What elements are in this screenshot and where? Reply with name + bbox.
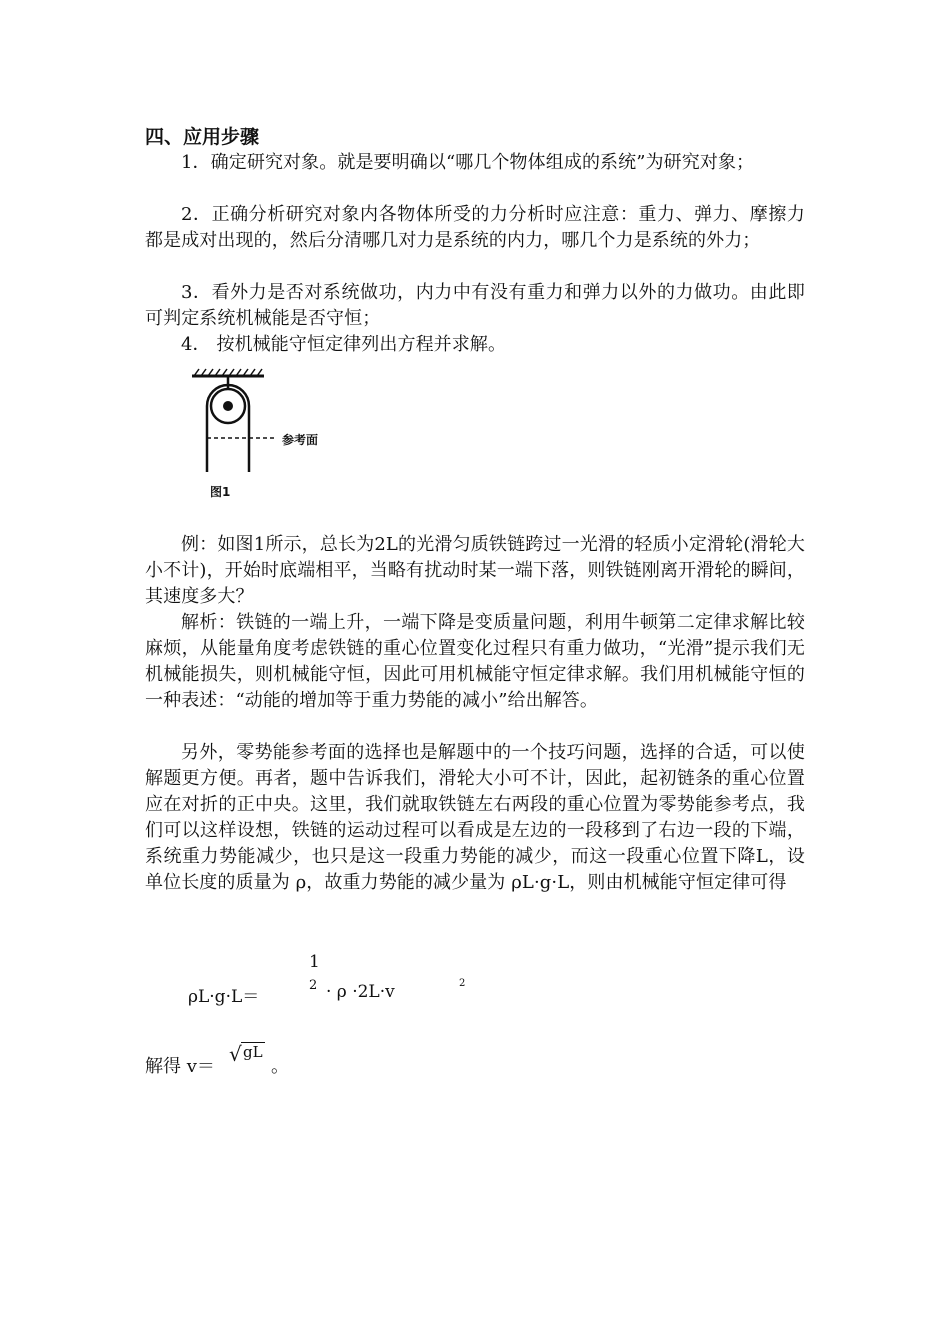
example-question: 例：如图1所示，总长为2L的光滑匀质铁链跨过一光滑的轻质小定滑轮(滑轮大小不计)，开始时底端相平，当略有扰动时某一端下落，则铁链刚离开滑轮的瞬间，其速度多大？ bbox=[145, 534, 805, 607]
energy-equation bbox=[188, 950, 608, 1010]
figure-caption: 图1 bbox=[210, 485, 231, 499]
section-title: 四、应用步骤 bbox=[145, 126, 260, 148]
reference-plane-label: 参考面 bbox=[282, 433, 319, 447]
fraction-denominator: 2 bbox=[309, 978, 318, 993]
formula-rhs: · ρ ·2L·v bbox=[326, 982, 395, 1002]
result-radicand: gL bbox=[243, 1043, 263, 1061]
solution-line bbox=[145, 1042, 545, 1082]
step-3: 3．看外力是否对系统做功，内力中有没有重力和弹力以外的力做功。由此即可判定系统机械能是否守恒； bbox=[145, 282, 805, 329]
example-analysis: 解析：铁链的一端上升，一端下降是变质量问题，利用牛顿第二定律求解比较麻烦，从能量角度考虑铁链的重心位置变化过程只有重力做功，“光滑”提示我们无机械能损失，则机械能守恒，因此可用机械能守恒定律求解。我们用机械能守恒的一种表述：“动能的增加等于重力势能的减小”给出解答。 bbox=[145, 612, 805, 711]
sqrt-sign-icon: √ bbox=[229, 1042, 242, 1066]
step-4: 4． 按机械能守恒定律列出方程并求解。 bbox=[181, 334, 507, 355]
step-1: 1．确定研究对象。就是要明确以“哪几个物体组成的系统”为研究对象； bbox=[181, 152, 755, 173]
result-prefix: 解得 v＝ bbox=[145, 1056, 215, 1077]
example-further: 另外，零势能参考面的选择也是解题中的一个技巧问题，选择的合适，可以使解题更方便。再者，题中告诉我们，滑轮大小可不计，因此，起初链条的重心位置应在对折的正中央。这里，我们就取铁链左右两段的重心位置为零势能参考点，我们可以这样设想，铁链的运动过程可以看成是左边的一段移到了右边一段的下端，系统重力势能减少，也只是这一段重力势能的减少，而这一段重心位置下降L，设单位长度的质量为 ρ，故重力势能的减少量为 ρL·g·L，则由机械能守恒定律可得 bbox=[145, 742, 805, 893]
formula-lhs: ρL·g·L＝ bbox=[188, 987, 260, 1007]
pulley-diagram bbox=[180, 366, 380, 506]
result-suffix: 。 bbox=[271, 1056, 289, 1077]
step-2: 2．正确分析研究对象内各物体所受的力分析时应注意：重力、弹力、摩擦力都是成对出现的，然后分清哪几对力是系统的内力，哪几个力是系统的外力； bbox=[145, 204, 805, 251]
pulley-figure bbox=[180, 366, 380, 506]
fraction-numerator: 1 bbox=[309, 952, 320, 972]
formula-exponent: 2 bbox=[459, 978, 466, 989]
